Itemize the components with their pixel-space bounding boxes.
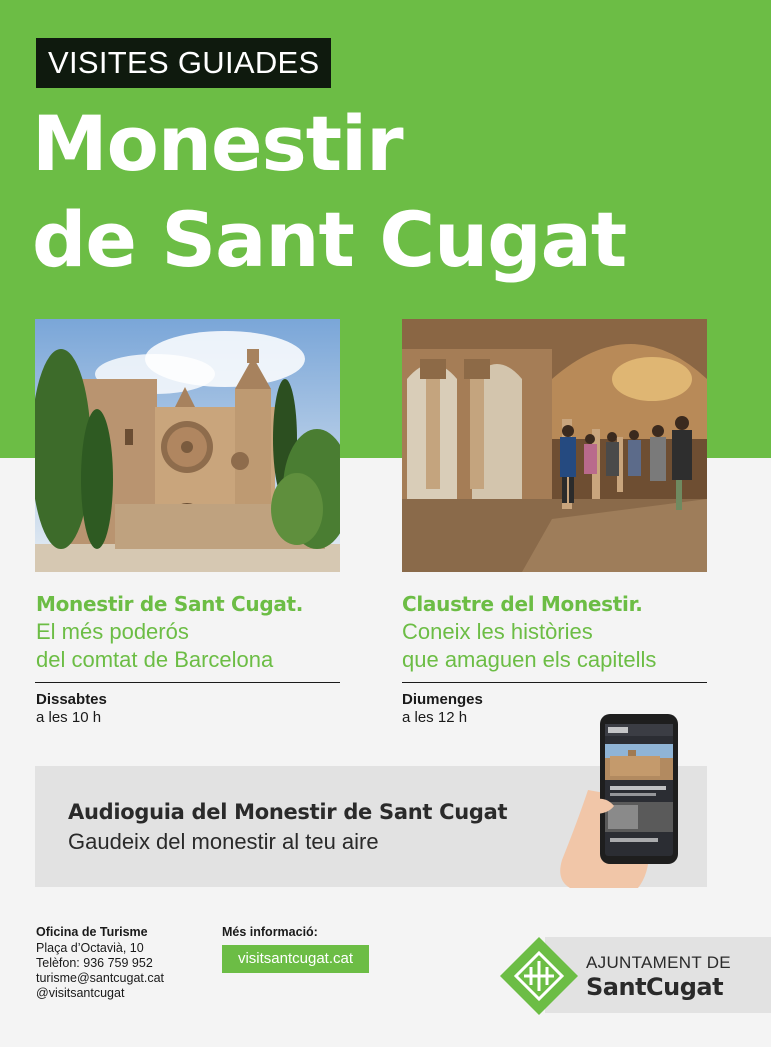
audioguide-subtitle: Gaudeix del monestir al teu aire — [68, 829, 379, 854]
office-phone: Telèfon: 936 759 952 — [36, 956, 153, 970]
office-social-handle: @visitsantcugat — [36, 986, 125, 1000]
main-title-line-2: de Sant Cugat — [32, 195, 627, 284]
office-title: Oficina de Turisme — [36, 925, 148, 939]
guided-visits-tag: VISITES GUIADES — [36, 38, 331, 88]
visit-time: a les 10 h — [36, 709, 102, 726]
visit-subtitle-line-1: El més poderós — [36, 619, 189, 644]
city-logo-icon — [500, 937, 578, 1015]
office-email[interactable]: turisme@santcugat.cat — [36, 971, 165, 985]
cloister-photo — [402, 319, 707, 572]
logo-line-2: SantCugat — [586, 973, 724, 1001]
visit-day: Dissabtes — [36, 691, 107, 708]
logo-line-1: AJUNTAMENT DE — [586, 953, 731, 972]
visit-title: Claustre del Monestir. — [402, 592, 643, 616]
more-info — [222, 925, 369, 973]
visit-schedule — [36, 690, 107, 727]
audioguide-title: Audioguia del Monestir de Sant Cugat — [68, 800, 508, 824]
visit-title: Monestir de Sant Cugat. — [36, 592, 304, 616]
city-logo-text — [586, 953, 731, 1001]
visit-monastery — [36, 590, 342, 674]
visit-subtitle-line-1: Coneix les històries — [402, 619, 593, 644]
website-link-button[interactable]: visitsantcugat.cat — [222, 945, 369, 973]
phone-in-hand-illustration — [548, 710, 708, 890]
monastery-facade-photo — [35, 319, 340, 572]
tourist-office-info — [36, 925, 164, 1001]
office-address: Plaça d’Octavià, 10 — [36, 941, 144, 955]
visit-subtitle-line-2: que amaguen els capitells — [402, 647, 657, 672]
visit-subtitle-line-2: del comtat de Barcelona — [36, 647, 274, 672]
visit-schedule — [402, 690, 483, 727]
main-title-line-1: Monestir — [32, 99, 403, 188]
visit-day: Diumenges — [402, 691, 483, 708]
visit-cloister — [402, 590, 708, 674]
divider — [402, 682, 707, 683]
visit-time: a les 12 h — [402, 709, 468, 726]
divider — [35, 682, 340, 683]
more-info-label: Més informació: — [222, 925, 318, 939]
